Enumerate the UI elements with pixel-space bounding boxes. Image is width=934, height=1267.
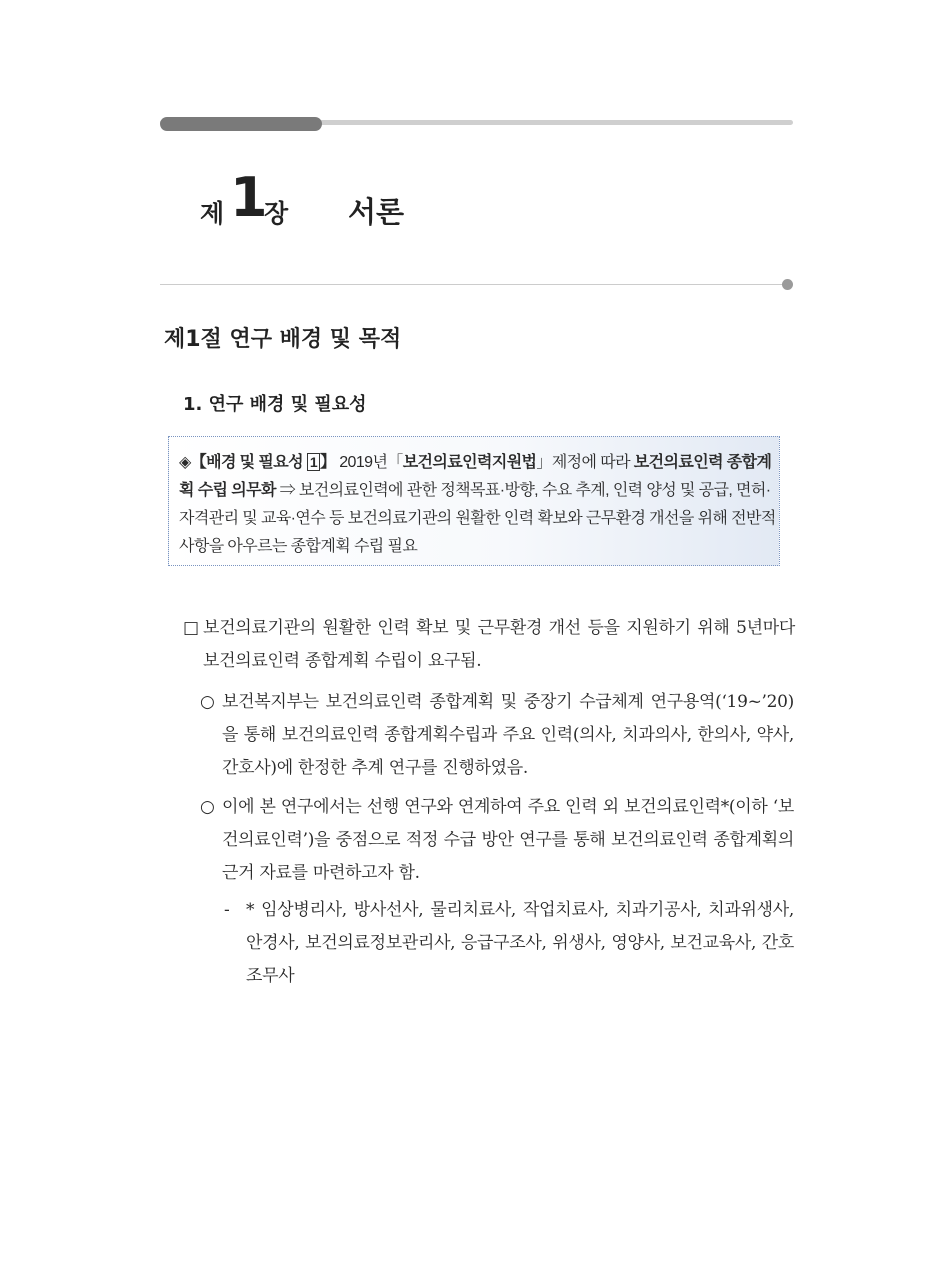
summary-text-a: 2019년「 [335,454,403,471]
footnote-list [224,894,794,993]
footnote-text: * 임상병리사, 방사선사, 물리치료사, 작업치료사, 치과기공사, 치과위생사, 안경사, 보건의료정보관리사, 응급구조사, 위생사, 영양사, 보건교육사, 간호조무사 [246,900,794,986]
summary-lead: 【배경 및 필요성 [190,454,303,471]
diamond-bullet-icon: ◈ [179,454,191,471]
paragraph-2-text: 보건복지부는 보건의료인력 종합계획 및 중장기 수급체계 연구용역(‘19~’20)을 통해 보건의료인력 종합계획수립과 주요 인력(의사, 치과의사, 한의사, 약사, 간호사)에 한정한 추계 연구를 진행하였음. [222,692,794,778]
paragraph-3-text: 이에 본 연구에서는 선행 연구와 연계하여 주요 인력 외 보건의료인력*(이하 ‘보건의료인력’)을 중점으로 적정 수급 방안 연구를 통해 보건의료인력 종합계획의 근거 자료를 마련하고자 함. [222,797,794,883]
chapter-title: 서론 [348,195,405,229]
chapter-suffix: 장 [264,199,289,228]
chapter-prefix: 제 [200,199,225,228]
summary-lead-close: 】 [320,454,336,471]
summary-law-name: 보건의료인력지원법 [402,454,537,471]
chapter-divider [160,284,788,285]
header-rule-accent [160,117,322,131]
paragraph-1 [183,612,795,678]
subsection-title: 1. 연구 배경 및 필요성 [183,394,367,415]
summary-bold-phrase: 보건의료인력 종합계획 수립 의무화 [179,454,772,499]
summary-lead-number: 1 [307,453,320,471]
dash-bullet-icon: - [224,900,230,920]
chapter-heading [200,168,800,238]
paragraph-2 [200,686,794,785]
paragraph-3 [200,791,794,890]
summary-box [168,436,780,566]
circle-bullet-icon: ○ [200,797,215,817]
summary-text [179,449,779,561]
chapter-number: 1 [230,166,268,229]
summary-text-c: ⇒ 보건의료인력에 관한 정책목표·방향, 수요 추계, 인력 양성 및 공급, 면허·자격관리 및 교육·연수 등 보건의료기관의 원활한 인력 확보와 근무환경 개선을 위해 전반적 사항을 아우르는 종합계획 수립 필요 [179,482,776,555]
summary-text-b: 」제정에 따라 [536,454,634,471]
circle-bullet-icon: ○ [200,692,215,712]
paragraph-1-text: 보건의료기관의 원활한 인력 확보 및 근무환경 개선 등을 지원하기 위해 5년마다 보건의료인력 종합계획 수립이 요구됨. [203,618,795,671]
section-title: 제1절 연구 배경 및 목적 [164,327,402,352]
square-bullet-icon: □ [183,618,199,638]
divider-dot [782,279,793,290]
